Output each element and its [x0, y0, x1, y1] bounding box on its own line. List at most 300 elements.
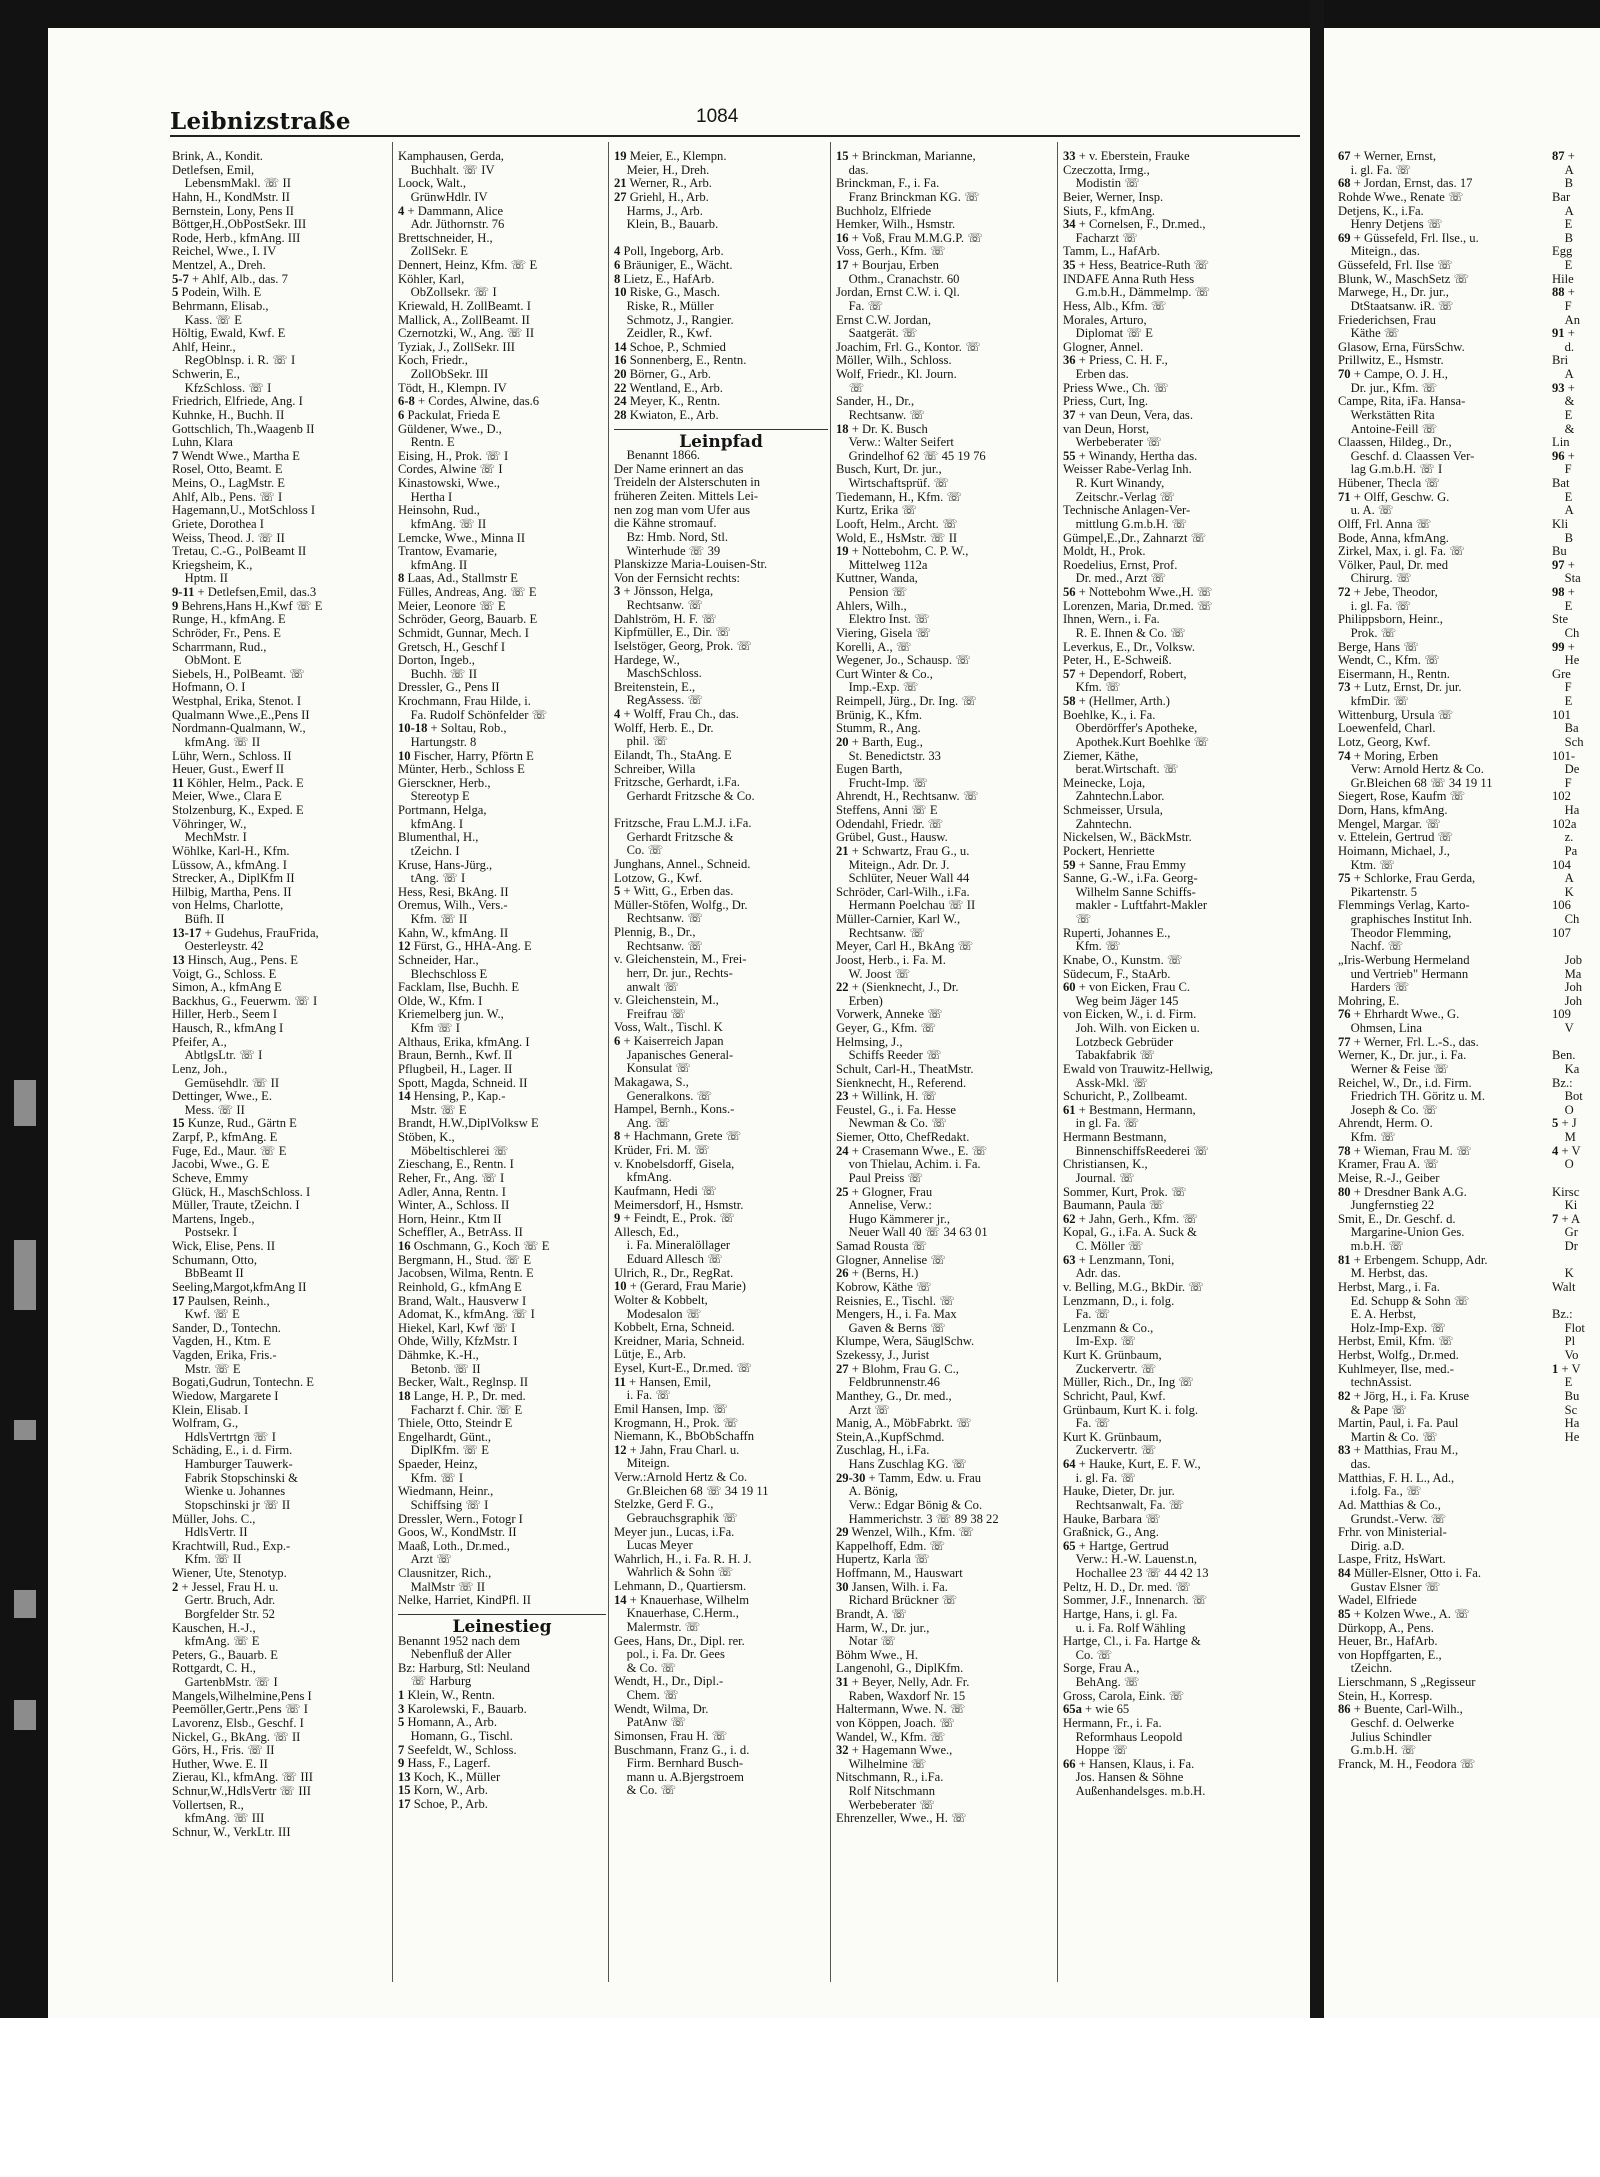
directory-entry: Lütje, E., Arb. [614, 1347, 687, 1362]
directory-entry: Pl [1552, 1334, 1576, 1349]
directory-entry: 5 + Witt, G., Erben das. [614, 884, 734, 899]
directory-entry: Fuge, Ed., Maur. ☏ E [172, 1143, 287, 1158]
directory-entry: Gerhardt Fritzsche & [614, 829, 734, 844]
directory-entry: Kfm. ☏ [1063, 939, 1121, 954]
directory-entry: Helmsing, J., [836, 1034, 903, 1049]
directory-entry: Mengel, Margar. ☏ [1338, 816, 1441, 831]
directory-entry: Schiffsing ☏ I [398, 1497, 489, 1512]
directory-entry: Franz Brinckman KG. ☏ [836, 189, 980, 204]
directory-entry: Fa. Rudolf Schönfelder ☏ [398, 707, 548, 722]
directory-entry: Lehmann, D., Quartiersm. [614, 1579, 747, 1593]
directory-entry: 85 + Kolzen Wwe., A. ☏ [1338, 1606, 1470, 1621]
directory-entry: Herbst, Wolfg., Dr.med. [1338, 1348, 1459, 1362]
directory-entry: i. gl. Fa. ☏ [1338, 162, 1412, 177]
directory-entry: 65a + wie 65 [1063, 1702, 1130, 1717]
directory-entry: Planskizze Maria-Louisen-Str. [614, 557, 768, 572]
directory-entry: Priess, Curt, Ing. [1063, 394, 1149, 409]
directory-entry: 1 Klein, W., Rentn. [398, 1688, 495, 1702]
directory-entry: u. A. ☏ [1338, 503, 1394, 518]
directory-entry: Friederichsen, Frau [1338, 312, 1436, 327]
directory-entry: Meimersdorf, H., Hsmstr. [614, 1197, 744, 1212]
directory-entry: 27 + Blohm, Frau G. C., [836, 1361, 959, 1376]
directory-entry: E [1552, 489, 1573, 504]
directory-entry: Morales, Arturo, [1063, 312, 1147, 327]
directory-entry: Reimpell, Jürg., Dr. Ing. ☏ [836, 694, 978, 708]
directory-entry: 88 + [1552, 285, 1575, 300]
directory-entry: 70 + Campe, O. J. H., [1338, 367, 1448, 381]
directory-entry: DiplKfm. ☏ E [398, 1443, 489, 1458]
directory-entry: Rechtsanw. ☏ [614, 598, 704, 612]
directory-entry: MechMstr. I [172, 830, 247, 845]
directory-entry: Wiedmann, Heinr., [398, 1484, 494, 1499]
directory-entry: ObZollsekr. ☏ I [398, 285, 497, 300]
directory-entry: Detlefsen, Emil, [172, 162, 255, 177]
directory-entry: 7 Wendt Wwe., Martha E [172, 448, 300, 463]
directory-entry: Ahlf, Heinr., [172, 339, 236, 354]
directory-entry: Ki [1552, 1198, 1578, 1213]
directory-entry: Rentn. E [398, 435, 455, 450]
directory-entry: i. Fa. Mineralöllager [614, 1238, 731, 1253]
directory-entry: Ben. [1552, 1048, 1576, 1063]
directory-entry: Hammerichstr. 3 ☏ 89 38 22 [836, 1511, 999, 1526]
directory-entry: Kaufmann, Hedi ☏ [614, 1183, 717, 1198]
directory-entry: Schmotz, J., Rangier. [614, 312, 734, 327]
directory-entry: z. [1552, 830, 1574, 845]
directory-entry: 106 [1552, 898, 1571, 913]
directory-entry: Peter, H., E-Schweiß. [1063, 653, 1172, 668]
directory-entry: Münter, Herb., Schloss E [398, 762, 525, 777]
directory-entry: ZollObSekr. III [398, 367, 489, 381]
directory-entry: Simon, A., kfmAng E [172, 980, 282, 995]
directory-entry: Co. ☏ [1063, 1647, 1113, 1662]
directory-column-5 [1063, 150, 1307, 1799]
directory-entry: Westphal, Erika, Stenot. I [172, 694, 302, 708]
directory-entry: Wendt, H., Dr., Dipl.- [614, 1674, 724, 1689]
directory-entry: Backhus, G., Feuerwm. ☏ I [172, 993, 318, 1008]
directory-entry: Kfm ☏ I [398, 1021, 460, 1035]
directory-entry: Geyer, G., Kfm. ☏ [836, 1021, 937, 1035]
directory-entry: 6 + Kaiserreich Japan [614, 1034, 724, 1048]
directory-entry: 60 + von Eicken, Frau C. [1063, 980, 1191, 995]
directory-entry: Allesch, Ed., [614, 1224, 680, 1239]
directory-entry: Ha [1552, 803, 1580, 817]
directory-entry: Cordes, Alwine ☏ I [398, 462, 503, 477]
directory-entry: Campe, Rita, iFa. Hansa- [1338, 394, 1466, 409]
directory-entry: MalMstr ☏ II [398, 1579, 486, 1594]
directory-entry: M. Herbst, das. [1338, 1266, 1428, 1281]
directory-entry: He [1552, 653, 1580, 668]
directory-entry: Wienke u. Johannes [172, 1484, 286, 1499]
directory-entry: 68 + Jordan, Ernst, das. 17 [1338, 176, 1473, 191]
directory-entry: Nitschmann, R., i.Fa. [836, 1770, 944, 1785]
directory-entry: 14 Hensing, P., Kap.- [398, 1089, 506, 1104]
directory-entry: 21 + Schwartz, Frau G., u. [836, 843, 970, 858]
directory-entry: herr, Dr. jur., Rechts- [614, 965, 733, 980]
directory-entry: Bot [1552, 1089, 1583, 1104]
directory-entry: Heinsohn, Rud., [398, 503, 480, 518]
directory-entry: Hermann, Fr., i. Fa. [1063, 1715, 1162, 1730]
directory-entry: Martin & Co. ☏ [1338, 1429, 1438, 1444]
directory-entry: DtStaatsanw. iR. ☏ [1338, 298, 1454, 313]
directory-entry [1552, 1172, 1598, 1186]
directory-entry: v. Gleichenstein, M., Frei- [614, 952, 747, 967]
directory-entry: Brand, Walt., Hausverw I [398, 1293, 527, 1308]
directory-entry: Dähmke, K.-H., [398, 1348, 479, 1362]
directory-entry: 12 Fürst, G., HHA-Ang. E [398, 939, 532, 954]
directory-entry: „Iris-Werbung Hermeland [1338, 952, 1470, 967]
directory-entry: Kauschen, H.-J., [172, 1620, 256, 1635]
directory-entry: 109 [1552, 1007, 1571, 1022]
directory-entry: 16 Sonnenberg, E., Rentn. [614, 353, 747, 368]
directory-entry: Rosel, Otto, Beamt. E [172, 462, 283, 477]
directory-entry: Nebenfluß der Aller [398, 1647, 512, 1662]
directory-entry: Dorn, Hans, kfmAng. [1338, 803, 1448, 817]
directory-entry: Seeling,Margot,kfmAng II [172, 1279, 307, 1294]
directory-entry: 10-18 + Soltau, Rob., [398, 721, 507, 736]
directory-entry: Bar [1552, 189, 1571, 204]
directory-entry: Althaus, Erika, kfmAng. I [398, 1034, 530, 1049]
directory-entry: Facharzt f. Chir. ☏ E [398, 1402, 523, 1417]
directory-entry: Grünbaum, Kurt K. i. folg. [1063, 1402, 1199, 1417]
directory-entry: Gottschlich, Th.,Waagenb II [172, 421, 315, 436]
directory-entry: Gustav Elsner ☏ [1338, 1579, 1441, 1594]
directory-entry: 13 Hinsch, Aug., Pens. E [172, 952, 298, 967]
directory-entry: Dorton, Ingeb., [398, 653, 475, 668]
directory-entry: Schröder, Carl-Wilh., i.Fa. [836, 884, 970, 899]
directory-entry: Theodor Flemming, [1338, 925, 1452, 940]
directory-entry: kfmAng. ☏ E [172, 1634, 260, 1649]
directory-entry: Tiedemann, H., Kfm. ☏ [836, 489, 963, 504]
directory-entry: Jacobi, Wwe., G. E [172, 1157, 270, 1172]
directory-entry: Wolff, Herb. E., Dr. [614, 720, 714, 735]
directory-entry: Bogati,Gudrun, Tontechn. E [172, 1375, 314, 1390]
directory-entry: Malermstr. ☏ [614, 1619, 701, 1634]
directory-entry: Ed. Schupp & Sohn ☏ [1338, 1293, 1470, 1308]
directory-entry: Chirurg. ☏ [1338, 571, 1412, 586]
directory-entry: Adler, Anna, Rentn. I [398, 1184, 506, 1199]
directory-entry: 69 + Güssefeld, Frl. Ilse., u. [1338, 230, 1479, 245]
directory-entry: makler - Luftfahrt-Makler [1063, 898, 1208, 913]
directory-entry: 97 + [1552, 557, 1575, 572]
directory-entry: Mentzel, A., Dreh. [172, 258, 266, 272]
directory-entry: Wahrlich, H., i. Fa. R. H. J. [614, 1551, 752, 1566]
directory-entry: in gl. Fa. ☏ [1063, 1116, 1140, 1131]
directory-entry: Böttger,H.,ObPostSekr. III [172, 217, 307, 232]
directory-entry: Mangels,Wilhelmine,Pens I [172, 1688, 312, 1703]
directory-entry: Gemüsehdlr. ☏ II [172, 1075, 280, 1090]
street-rule [398, 1614, 606, 1615]
directory-entry: G.m.b.H. ☏ [1338, 1743, 1417, 1758]
directory-entry: 84 Müller-Elsner, Otto i. Fa. [1338, 1566, 1482, 1580]
directory-entry: Bernstein, Lony, Pens II [172, 203, 294, 218]
directory-column-3 [614, 150, 828, 1798]
directory-entry: Raben, Waxdorf Nr. 15 [836, 1688, 966, 1703]
directory-entry: Wendt, C., Kfm. ☏ [1338, 653, 1440, 668]
directory-entry: Hartge, Hans, i. gl. Fa. [1063, 1606, 1178, 1621]
directory-entry: Schiffs Reeder ☏ [836, 1048, 942, 1063]
directory-entry: Dr [1552, 1239, 1578, 1253]
directory-entry: Sander, H., Dr., [836, 394, 915, 409]
directory-entry: tZeichn. I [398, 843, 460, 858]
directory-entry: Höltig, Ewald, Kwf. E [172, 326, 286, 341]
directory-entry: kfmAng. II [398, 557, 468, 572]
directory-entry: phil. ☏ [614, 734, 669, 749]
directory-entry: Kahn, W., kfmAng. II [398, 925, 509, 940]
directory-entry: Reichel, Wwe., I. IV [172, 244, 277, 259]
directory-entry: Prok. ☏ [1338, 625, 1397, 640]
directory-entry: Breitenstein, E., [614, 679, 696, 694]
directory-entry: Notar ☏ [836, 1634, 897, 1649]
directory-column-7-cropped [1552, 150, 1598, 1444]
directory-entry: V [1552, 1021, 1574, 1035]
directory-entry: lag G.m.b.H. ☏ I [1338, 462, 1443, 477]
directory-entry: Nachf. ☏ [1338, 939, 1404, 954]
directory-entry: Annelise, Verw.: [836, 1198, 932, 1213]
directory-entry: Moldt, H., Prok. [1063, 544, 1146, 559]
directory-entry: und Vertrieb" Hermann [1338, 966, 1469, 981]
directory-entry: Lühr, Wern., Schloss. II [172, 748, 292, 763]
directory-entry: R. Kurt Winandy, [1063, 476, 1165, 490]
directory-entry: Siemer, Otto, ChefRedakt. [836, 1130, 970, 1144]
directory-entry: 73 + Lutz, Ernst, Dr. jur. [1338, 680, 1462, 695]
directory-entry: Hiekel, Karl, Kwf ☏ I [398, 1320, 516, 1335]
directory-entry: 82 + Jörg, H., i. Fa. Kruse [1338, 1388, 1470, 1403]
directory-entry: Wendt, Wilma, Dr. [614, 1701, 709, 1716]
directory-entry: Walt [1552, 1279, 1576, 1294]
directory-entry: Hausch, R., kfmAng I [172, 1021, 284, 1035]
directory-entry: Werner & Feise ☏ [1338, 1061, 1449, 1076]
street-rule [614, 429, 828, 430]
directory-entry: Buchhalt. ☏ IV [398, 162, 495, 177]
directory-entry: Adomat, K., kfmAng. ☏ I [398, 1307, 535, 1322]
directory-entry: Gretsch, H., Geschf I [398, 639, 506, 654]
directory-entry: 23 + Willink, H. ☏ [836, 1089, 938, 1104]
directory-entry: Müller-Stöfen, Wolfg., Dr. [614, 897, 748, 912]
directory-entry: PatAnw ☏ [614, 1715, 687, 1730]
directory-entry: Curt Winter & Co., [836, 666, 933, 681]
directory-entry: Vollertsen, R., [172, 1797, 244, 1812]
directory-entry: Clausnitzer, Rich., [398, 1566, 492, 1580]
directory-entry: Fabrik Stopschinski & [172, 1470, 298, 1485]
directory-entry: Griete, Dorothea I [172, 516, 264, 531]
directory-entry: GartenbMstr. ☏ I [172, 1675, 278, 1689]
directory-entry: Facharzt ☏ [1063, 230, 1138, 245]
running-head: Leibnizstraße [170, 108, 351, 135]
directory-entry: Samad Rousta ☏ [836, 1239, 928, 1253]
directory-entry: Reisnies, E., Tischl. ☏ [836, 1293, 955, 1308]
directory-entry: 102a [1552, 816, 1577, 831]
directory-entry: 3 + Jönsson, Helga, [614, 584, 714, 599]
directory-entry: Luhn, Klara [172, 435, 233, 450]
directory-entry: Krochmann, Frau Hilde, i. [398, 694, 531, 708]
directory-entry: Lavorenz, Elsb., Geschf. I [172, 1715, 304, 1730]
directory-entry: Zeidler, R., Kwf. [614, 326, 713, 341]
directory-entry: Harm, W., Dr. jur., [836, 1620, 930, 1635]
directory-entry: Giersckner, Herb., [398, 775, 491, 790]
directory-entry: Friedrich, Elfriede, Ang. I [172, 394, 303, 409]
directory-entry: B [1552, 230, 1573, 245]
directory-entry: Grübel, Gust., Hausw. [836, 830, 948, 845]
directory-entry: Lorenzen, Maria, Dr.med. ☏ [1063, 598, 1213, 613]
directory-entry: Gertr. Bruch, Adr. [172, 1593, 276, 1608]
directory-entry: Gr.Bleichen 68 ☏ 34 19 11 [614, 1483, 769, 1498]
directory-entry: Rode, Herb., kfmAng. III [172, 230, 301, 245]
directory-entry: Saatgerät. ☏ [836, 326, 918, 341]
directory-entry: Ang. ☏ [614, 1115, 671, 1130]
directory-entry: Lenzmann, D., i. folg. [1063, 1293, 1175, 1308]
directory-entry: Pockert, Henriette [1063, 843, 1155, 858]
directory-entry: Bu [1552, 1388, 1580, 1403]
directory-entry: Verw.: H.-W. Lauenst.n, [1063, 1552, 1198, 1567]
directory-entry: Bergmann, H., Stud. ☏ E [398, 1252, 532, 1267]
directory-entry: Fritzsche, Frau L.M.J. i.Fa. [614, 816, 752, 830]
directory-entry: Schricht, Paul, Kwf. [1063, 1388, 1166, 1403]
directory-entry: K [1552, 1266, 1574, 1281]
directory-entry: ☏ [1063, 912, 1092, 926]
directory-entry: Ka [1552, 1061, 1580, 1076]
directory-entry: Tödt, H., Klempn. IV [398, 380, 507, 395]
directory-entry: Nickelsen, W., BäckMstr. [1063, 830, 1192, 845]
directory-entry: Herbst, Emil, Kfm. ☏ [1338, 1334, 1454, 1349]
directory-entry: Sander, D., Tontechn. [172, 1320, 281, 1335]
directory-entry: Maaß, Loth., Dr.med., [398, 1538, 510, 1553]
directory-entry: Kobrow, Käthe ☏ [836, 1279, 932, 1294]
directory-entry: Boehlke, K., i. Fa. [1063, 707, 1156, 722]
directory-entry: Tretau, C.-G., PolBeamt II [172, 544, 307, 559]
directory-entry: W. Joost ☏ [836, 966, 911, 981]
directory-entry: Newman & Co. ☏ [836, 1116, 947, 1131]
directory-entry: Vorwerk, Anneke ☏ [836, 1007, 943, 1022]
directory-entry: F [1552, 680, 1572, 695]
directory-entry: Gr.Bleichen 68 ☏ 34 19 11 [1338, 775, 1493, 790]
directory-entry: 4 + Wolff, Frau Ch., das. [614, 707, 739, 721]
directory-entry: ☏ Harburg [398, 1674, 472, 1689]
directory-entry: 14 + Knauerhase, Wilhelm [614, 1592, 750, 1607]
column-divider [1057, 142, 1058, 1982]
directory-entry: Wolfram, G., [172, 1416, 239, 1431]
directory-entry: Borgfelder Str. 52 [172, 1606, 275, 1621]
directory-entry: Görs, H., Fris. ☏ II [172, 1743, 275, 1758]
directory-entry: 67 + Werner, Ernst, [1338, 150, 1437, 163]
directory-entry: Apothek.Kurt Boehlke ☏ [1063, 734, 1210, 749]
directory-entry: Schröder, Georg, Bauarb. E [398, 612, 538, 627]
directory-entry: Gümpel,E.,Dr., Zahnarzt ☏ [1063, 530, 1207, 545]
directory-entry: Bz: Hmb. Nord, Stl. [614, 529, 729, 544]
directory-entry: Olff, Frl. Anna ☏ [1338, 516, 1432, 531]
directory-entry: Wahrlich & Sohn ☏ [614, 1565, 734, 1580]
directory-entry: Stolzenburg, K., Exped. E [172, 803, 304, 817]
directory-entry: Werner, K., Dr. jur., i. Fa. [1338, 1048, 1467, 1063]
directory-entry: Kuhnke, H., Buchh. II [172, 407, 285, 422]
directory-entry: Kreidner, Maria, Schneid. [614, 1333, 745, 1348]
directory-entry: tZeichn. [1338, 1661, 1393, 1676]
directory-entry: 78 + Wieman, Frau M. ☏ [1338, 1143, 1472, 1158]
directory-entry: Scharrmann, Rud., [172, 639, 267, 654]
directory-entry: 72 + Jebe, Theodor, [1338, 585, 1438, 599]
directory-entry: Eising, H., Prok. ☏ I [398, 448, 509, 463]
directory-entry: Priess Wwe., Ch. ☏ [1063, 380, 1169, 395]
directory-entry: Bu [1552, 544, 1567, 559]
column-divider [392, 142, 393, 1982]
directory-entry: Krogmann, H., Prok. ☏ [614, 1415, 739, 1430]
directory-entry: Schuricht, P., Zollbeamt. [1063, 1089, 1188, 1104]
directory-entry: Wandel, W., Kfm. ☏ [836, 1729, 946, 1744]
directory-entry: Haltermann, Wwe. N. ☏ [836, 1702, 966, 1717]
directory-entry: Vo [1552, 1348, 1579, 1362]
directory-entry: nen zog man vom Ufer aus [614, 502, 751, 517]
directory-entry: Nordmann-Qualmann, W., [172, 721, 306, 736]
directory-entry: Julius Schindler [1338, 1729, 1432, 1744]
directory-entry: C. Möller ☏ [1063, 1239, 1144, 1253]
directory-entry: Ohde, Willy, KfzMstr. I [398, 1334, 518, 1349]
directory-entry: 55 + Winandy, Hertha das. [1063, 448, 1198, 463]
directory-entry: R. E. Ihnen & Co. ☏ [1063, 625, 1186, 640]
directory-entry: Brandt, A. ☏ [836, 1606, 908, 1621]
directory-entry: Ahrendt, Herm. O. [1338, 1116, 1433, 1131]
directory-entry: Vagden, H., Ktm. E [172, 1334, 271, 1349]
directory-entry: Buschmann, Franz G., i. d. [614, 1742, 750, 1757]
directory-entry: Looft, Helm., Archt. ☏ [836, 516, 958, 531]
directory-entry: Loock, Walt., [398, 176, 467, 191]
directory-entry: 18 Lange, H. P., Dr. med. [398, 1388, 526, 1403]
directory-entry: Krachtwill, Rud., Exp.- [172, 1538, 291, 1553]
directory-entry: Ste [1552, 612, 1569, 627]
directory-entry: Voigt, G., Schloss. E [172, 966, 277, 981]
directory-entry: Kuttner, Wanda, [836, 571, 918, 586]
directory-entry: Gaven & Berns ☏ [836, 1320, 946, 1335]
directory-entry: Glogner, Annelise ☏ [836, 1252, 947, 1267]
directory-entry: 36 + Priess, C. H. F., [1063, 353, 1168, 368]
directory-entry: 20 + Barth, Eug., [836, 734, 923, 749]
directory-entry: 29-30 + Tamm, Edw. u. Frau [836, 1470, 982, 1485]
directory-entry: Sienknecht, H., Referend. [836, 1075, 967, 1090]
directory-entry: Blumenthal, H., [398, 830, 479, 845]
directory-entry: 99 + [1552, 639, 1575, 654]
scan-border-top [0, 0, 1600, 28]
directory-entry: 26 + (Berns, H.) [836, 1266, 919, 1281]
directory-entry: v. Ettelein, Gertrud ☏ [1338, 830, 1454, 845]
directory-entry: 10 Fischer, Harry, Pförtn E [398, 748, 534, 763]
directory-entry: 62 + Jahn, Gerh., Kfm. ☏ [1063, 1211, 1199, 1226]
directory-entry: Stumm, R., Ang. [836, 721, 921, 736]
directory-entry: Geschf. d. Claassen Ver- [1338, 448, 1475, 463]
directory-entry: K [1552, 884, 1574, 899]
directory-entry: B [1552, 530, 1573, 545]
directory-entry: Hilbig, Martha, Pens. II [172, 884, 292, 899]
directory-entry: Journal. ☏ [1063, 1170, 1135, 1185]
directory-entry: Klein, B., Bauarb. [614, 217, 719, 232]
directory-entry: Lotzow, G., Kwf. [614, 870, 703, 885]
directory-entry: u. i. Fa. Rolf Wähling [1063, 1620, 1186, 1635]
directory-entry: Pikartenstr. 5 [1338, 884, 1418, 899]
directory-entry: Holz-Imp-Exp. ☏ [1338, 1320, 1447, 1335]
directory-entry: Joost, Herb., i. Fa. M. [836, 952, 946, 967]
directory-entry: Sommer, J.F., Innenarch. ☏ [1063, 1593, 1208, 1608]
directory-entry: Hartungstr. 8 [398, 734, 477, 749]
directory-entry: das. [836, 162, 869, 177]
directory-entry: Martin, Paul, i. Fa. Paul [1338, 1416, 1459, 1431]
directory-entry: Mallick, A., ZollBeamt. II [398, 312, 530, 327]
header-rule [170, 135, 1300, 137]
directory-entry: Gebrauchsgraphik ☏ [614, 1510, 738, 1525]
directory-entry: LebensmMakl. ☏ II [172, 176, 291, 191]
directory-entry: Hoimann, Michael, J., [1338, 843, 1450, 858]
directory-entry: 16 + Voß, Frau M.M.G.P. ☏ [836, 230, 983, 245]
directory-entry: Meier, Leonore ☏ E [398, 598, 506, 613]
directory-entry: Lüssow, A., kfmAng. I [172, 857, 287, 872]
directory-entry: Viering, Gisela ☏ [836, 625, 932, 640]
directory-entry: 61 + Bestmann, Hermann, [1063, 1102, 1196, 1117]
